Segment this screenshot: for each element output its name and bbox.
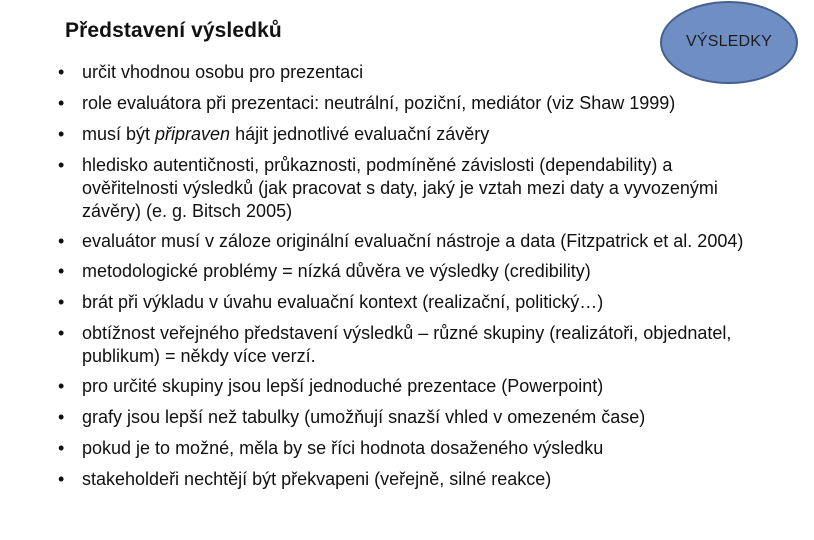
bullet-item [58, 230, 768, 253]
bullet-text: evaluátor musí v záloze originální evaluační nástroje a data (Fitzpatrick et al. 2004) [82, 231, 744, 251]
bullet-text: pokud je to možné, měla by se říci hodnota dosaženého výsledku [82, 438, 604, 458]
bullet-item [58, 437, 768, 460]
bullet-text: metodologické problémy = nízká důvěra ve výsledky (credibility) [82, 261, 591, 281]
bullet-item [58, 406, 768, 429]
results-badge-label: VÝSLEDKY [685, 32, 773, 50]
bullet-item [58, 92, 768, 115]
bullet-item [58, 123, 768, 146]
bullet-text: brát při výkladu v úvahu evaluační kontext (realizační, politický…) [82, 292, 604, 312]
bullet-item [58, 468, 768, 491]
bullet-item [58, 375, 768, 398]
bullet-text: obtížnost veřejného představení výsledků – různé skupiny (realizátoři, objednatel, publikum) = někdy více verzí. [82, 323, 732, 366]
bullet-text: role evaluátora při prezentaci: neutrální, poziční, mediátor (viz Shaw 1999) [82, 93, 676, 113]
bullet-text: stakeholdeři nechtějí být překvapeni (veřejně, silné reakce) [82, 469, 552, 489]
bullet-text-after: hájit jednotlivé evaluační závěry [230, 124, 490, 144]
bullet-text: hledisko autentičnosti, průkaznosti, podmíněné závislosti (dependability) a ověřitelnosti výsledků (jak pracovat s daty, jaký je vztah mezi daty a vyvozenými závěry) (e. g. Bitsch 2005) [82, 155, 718, 221]
bullet-text-before: musí být [82, 124, 156, 144]
bullet-item [58, 154, 768, 223]
slide-title: Představení výsledků [65, 19, 282, 42]
bullet-item [58, 322, 768, 368]
bullet-text: určit vhodnou osobu pro prezentaci [82, 62, 364, 82]
bullet-item [58, 291, 768, 314]
bullet-item [58, 61, 768, 84]
bullet-text-emphasis: připraven [155, 124, 231, 144]
bullet-item [58, 260, 768, 283]
bullet-text: pro určité skupiny jsou lepší jednoduché prezentace (Powerpoint) [82, 376, 604, 396]
bullet-text: grafy jsou lepší než tabulky (umožňují snazší vhled v omezeném čase) [82, 407, 646, 427]
bullet-list [58, 61, 768, 491]
